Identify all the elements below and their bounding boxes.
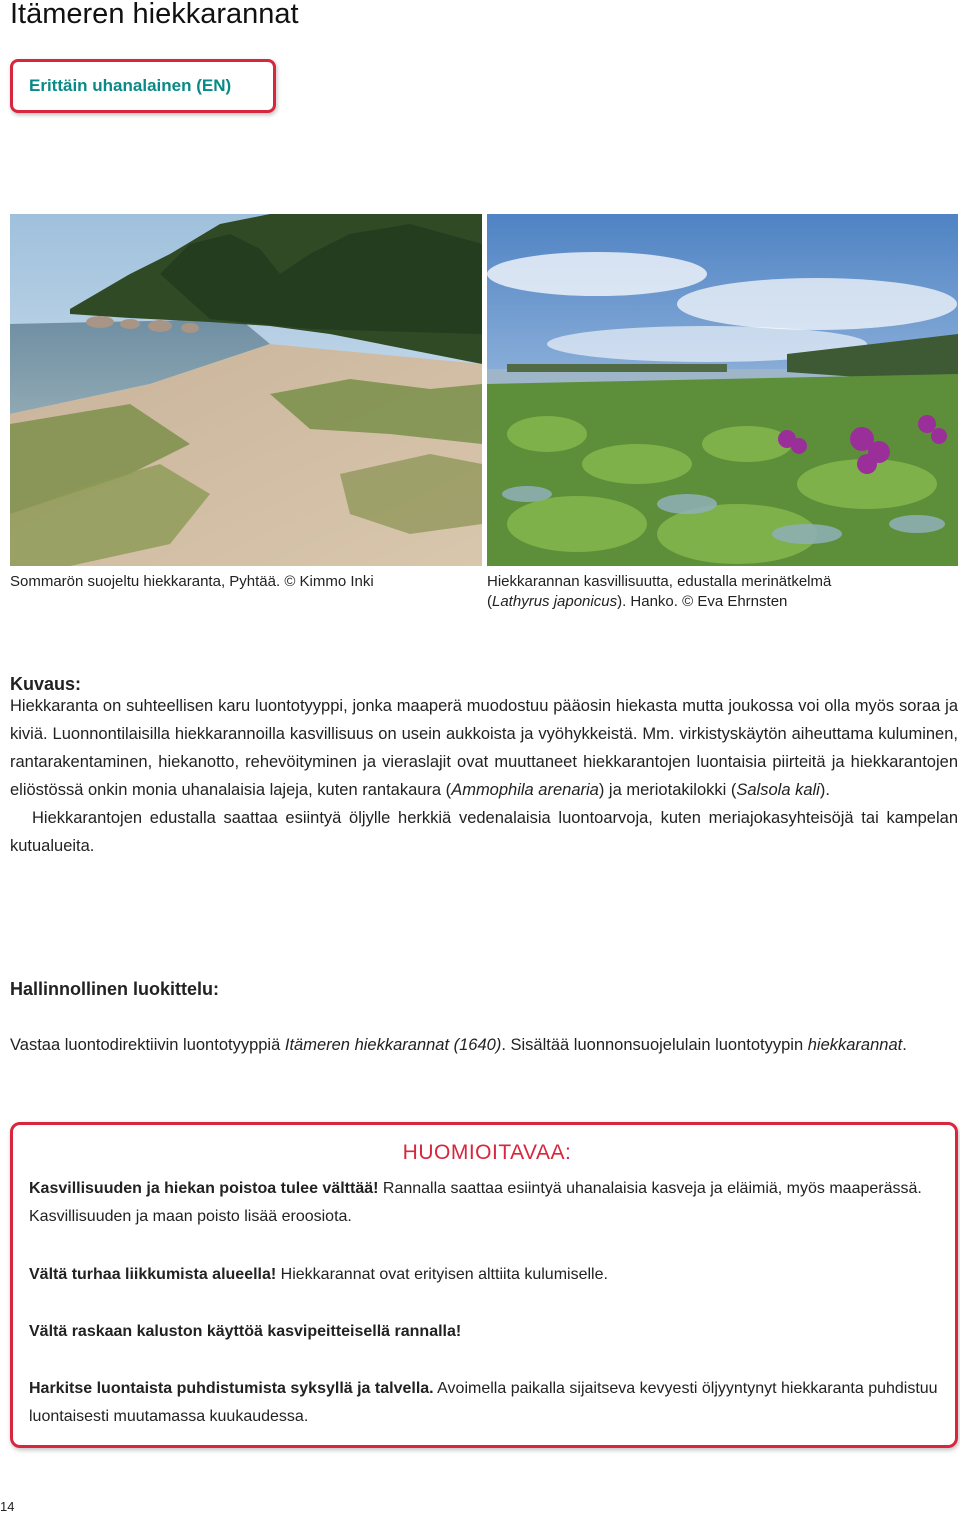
classification-part1: Vastaa luontodirektiivin luontotyyppiä xyxy=(10,1036,285,1054)
caption-2-line1: Hiekkarannan kasvillisuutta, edustalla merinätkelmä xyxy=(487,573,832,590)
notice-item-2 xyxy=(29,1261,941,1289)
description-p1-part3: ). xyxy=(819,781,830,799)
description-p1-part1: Hiekkaranta on suhteellisen karu luontotyyppi, jonka maaperä muodostuu pääosin hiekasta mutta joukossa voi olla myös soraa ja kiviä. Luonnontilaisilla hiekkarannoilla kasvillisuus on usein aukkoista ja vyöhykkeistä. Mm. virkistyskäytön aiheuttama kuluminen, rantarakentaminen, hiekanotto, rehevöityminen ja vieraslajit ovat muuttaneet hiekkarantojen luontaisia piirteitä ja hiekkarantojen eliöstössä onkin monia uhanalaisia lajeja, kuten rantakaura ( xyxy=(10,697,958,799)
description-paragraph-2: Hiekkarantojen edustalla saattaa esiintyä öljylle herkkiä vedenalaisia luontoarvoja, kuten meriajokasyhteisöjä tai kampelan kutualueita. xyxy=(10,809,958,855)
notice-item-3-bold: Vältä raskaan kaluston käyttöä kasvipeitteisellä rannalla! xyxy=(29,1323,462,1340)
description-heading: Kuvaus: xyxy=(10,674,82,694)
description-latin-1: Ammophila arenaria xyxy=(451,781,599,799)
notice-item-1-text: Rannalla saattaa esiintyä uhanalaisia kasveja ja eläimiä, myös maaperässä. Kasvillisuuden ja maan poisto lisää eroosiota. xyxy=(29,1180,922,1225)
notice-heading: HUOMIOITAVAA: xyxy=(402,1141,572,1164)
status-badge xyxy=(10,59,276,113)
notice-item-4-bold: Harkitse luontaista puhdistumista syksyllä ja talvella. xyxy=(29,1380,434,1397)
vegetation-photo xyxy=(487,214,958,566)
status-label: Erittäin uhanalainen (EN) xyxy=(29,76,232,95)
description-text xyxy=(10,692,958,860)
photo-caption-2 xyxy=(487,572,958,612)
classification-italic-1: Itämeren hiekkarannat (1640) xyxy=(284,1036,502,1054)
notice-item-3 xyxy=(29,1318,941,1346)
caption-2-rest: ). Hanko. © Eva Ehrnsten xyxy=(617,593,788,610)
vegetation-photo-image xyxy=(487,214,958,566)
caption-2-paren: ( xyxy=(487,593,492,610)
classification-text xyxy=(10,1031,958,1059)
notice-item-2-text: Hiekkarannat ovat erityisen alttiita kulumiselle. xyxy=(276,1266,608,1283)
notice-item-4-text: Avoimella paikalla sijaitseva kevyesti öljyyntynyt hiekkaranta puhdistuu luontaisesti muutamassa kuukaudessa. xyxy=(29,1380,938,1425)
classification-italic-2: hiekkarannat xyxy=(807,1036,903,1054)
notice-box xyxy=(10,1122,958,1448)
notice-item-1-bold: Kasvillisuuden ja hiekan poistoa tulee välttää! xyxy=(29,1180,379,1197)
page-title: Itämeren hiekkarannat xyxy=(10,0,299,30)
photo-caption-1: Sommarön suojeltu hiekkaranta, Pyhtää. © Kimmo Inki xyxy=(10,573,374,590)
beach-photo xyxy=(10,214,482,566)
description-p1-part2: ) ja meriotakilokki ( xyxy=(598,781,737,799)
description-latin-2: Salsola kali xyxy=(736,781,820,799)
page-number: 14 xyxy=(0,1499,15,1514)
classification-heading: Hallinnollinen luokittelu: xyxy=(10,979,219,999)
caption-2-latin: Lathyrus japonicus xyxy=(492,593,618,610)
classification-part2: . Sisältää luonnonsuojelulain luontotyypin xyxy=(501,1036,808,1054)
notice-item-2-bold: Vältä turhaa liikkumista alueella! xyxy=(29,1266,277,1283)
beach-photo-image xyxy=(10,214,482,566)
classification-part3: . xyxy=(902,1036,907,1054)
notice-item-4 xyxy=(29,1375,941,1431)
notice-item-1 xyxy=(29,1175,941,1231)
description-paragraph-1 xyxy=(10,692,958,804)
caption-2-line2 xyxy=(487,592,958,612)
classification-paragraph xyxy=(10,1031,958,1059)
